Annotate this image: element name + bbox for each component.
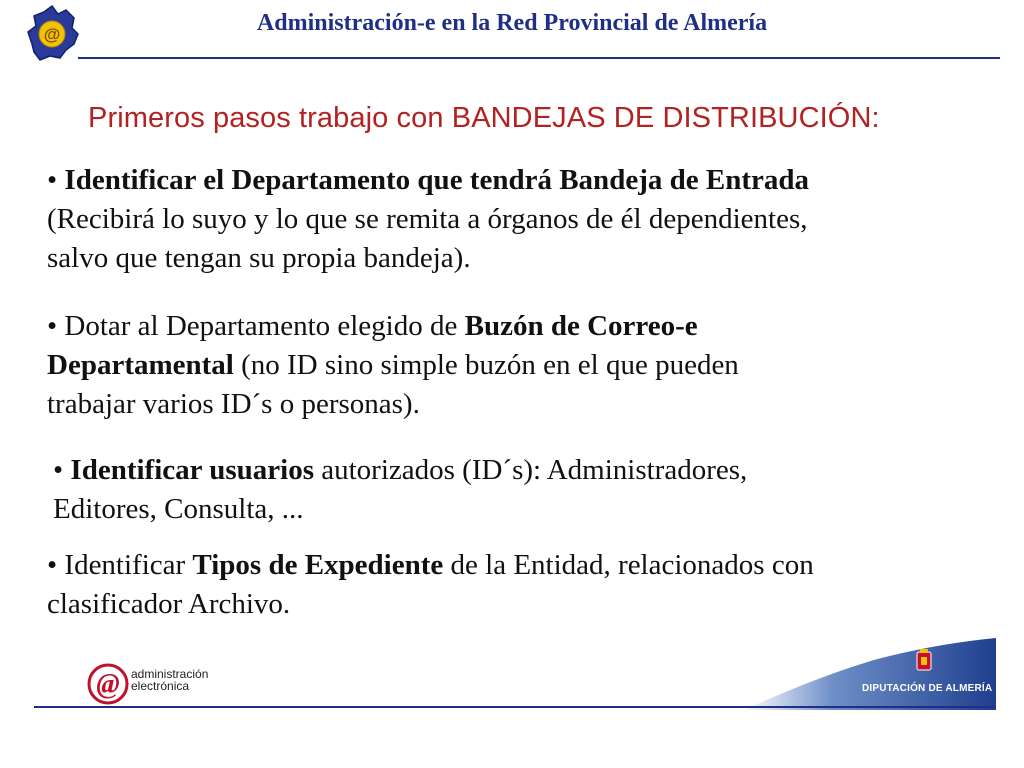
coat-of-arms-icon (917, 649, 931, 670)
footer-divider (34, 706, 994, 708)
bullet-tipos-expediente (47, 546, 977, 624)
ae-logo-text (131, 668, 208, 692)
bullet-text: trabajar varios ID´s o personas). (47, 388, 420, 420)
bullet-text: (no ID sino simple buzón en el que pueden (233, 349, 739, 381)
bullet-bold-text: Tipos de Expediente (192, 549, 444, 581)
bullet-bold-text: Buzón de Correo-e (464, 310, 698, 342)
bullet-text: Dotar al Departamento elegido de (64, 310, 465, 342)
header-divider (78, 57, 1000, 59)
bullet-marker: • (47, 310, 65, 342)
bullet-marker: • (47, 164, 65, 196)
bullet-text: autorizados (ID´s): Administradores, (313, 454, 748, 486)
logo-at-sign: @ (43, 25, 61, 44)
bullet-text: Identificar (64, 549, 193, 581)
bullet-text: salvo que tengan su propia bandeja). (47, 242, 471, 274)
bullet-bold-text: Identificar usuarios (70, 454, 314, 486)
diputacion-banner (744, 638, 996, 710)
bullet-text: Editores, Consulta, ... (53, 493, 304, 525)
bullet-marker: • (47, 549, 65, 581)
bullet-text: de la Entidad, relacionados con (443, 549, 814, 581)
bullet-identificar-usuarios (53, 451, 983, 529)
bullet-marker: • (53, 454, 71, 486)
bullet-bold-text: Identificar el Departamento que tendrá Bandeja de Entrada (64, 164, 809, 196)
bullet-bold-text: Departamental (47, 349, 234, 381)
bullet-text: (Recibirá lo suyo y lo que se remita a órganos de él dependientes, (47, 203, 808, 235)
diputacion-label: DIPUTACIÓN DE ALMERÍA (862, 683, 993, 694)
bullet-text: clasificador Archivo. (47, 588, 291, 620)
ae-logo-line1: administración (131, 667, 209, 681)
bullet-dotar-buzon (47, 307, 977, 424)
ae-logo-line2: electrónica (131, 679, 190, 693)
svg-text:@: @ (96, 669, 120, 700)
header-title: Administración-e en la Red Provincial de Almería (256, 10, 768, 36)
slide-title: Primeros pasos trabajo con BANDEJAS DE DISTRIBUCIÓN: (88, 102, 880, 134)
bullet-identificar-departamento (47, 161, 977, 278)
